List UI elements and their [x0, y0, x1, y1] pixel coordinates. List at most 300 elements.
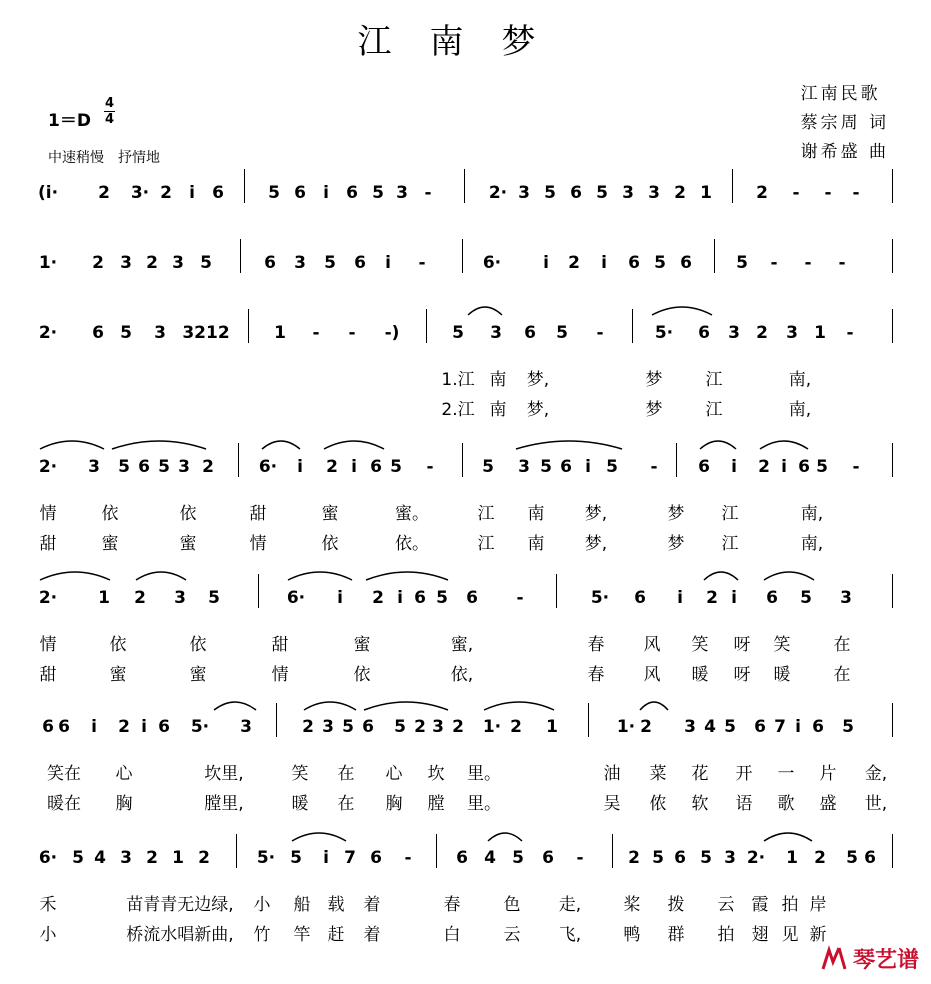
- slur: [364, 702, 448, 710]
- note: i: [141, 717, 147, 737]
- lyric-verse2: 依: [353, 665, 371, 685]
- lyric-verse2: 歌: [777, 794, 795, 814]
- lyric-verse1: 风: [643, 635, 661, 655]
- barline: [436, 834, 437, 868]
- lyric-verse2: 蜜: [101, 534, 119, 554]
- note: 2: [202, 457, 214, 477]
- note: 3: [172, 253, 184, 273]
- note: 6: [524, 323, 536, 343]
- lyric-verse2: 甜: [39, 665, 57, 685]
- note: 2: [628, 848, 640, 868]
- note: 6: [212, 183, 224, 203]
- note: 5: [596, 183, 608, 203]
- lyric-verse2: 依,: [450, 665, 474, 685]
- note: 5: [724, 717, 736, 737]
- note: 6: [354, 253, 366, 273]
- note: -: [770, 253, 778, 273]
- lyric-verse2: 鸭: [623, 925, 641, 945]
- lyric-verse2: 蜜: [109, 665, 127, 685]
- lyric-verse1: 禾: [39, 895, 57, 915]
- lyric-verse2: 小: [39, 925, 57, 945]
- lyric-verse1: 拍: [781, 895, 799, 915]
- note: 3: [174, 588, 186, 608]
- note: 1: [172, 848, 184, 868]
- lyric-verse1: 开: [735, 764, 753, 784]
- note: -: [824, 183, 832, 203]
- note: -: [846, 323, 854, 343]
- lyric-verse2: 群: [667, 925, 685, 945]
- slur: [262, 441, 300, 449]
- note: 2: [674, 183, 686, 203]
- lyric-verse1: 甜: [249, 504, 267, 524]
- note: 6: [264, 253, 276, 273]
- note: 6·: [258, 457, 278, 477]
- note: 5: [556, 323, 568, 343]
- note: 1: [786, 848, 798, 868]
- note: 2: [568, 253, 580, 273]
- note: 1: [98, 588, 110, 608]
- note: 3: [786, 323, 798, 343]
- lyric-verse1: 甜: [271, 635, 289, 655]
- lyric-verse2: 暖: [691, 665, 709, 685]
- note: i: [189, 183, 195, 203]
- barline: [236, 834, 237, 868]
- lyric-verse2: 软: [691, 794, 709, 814]
- lyric-verse1: 南: [527, 504, 545, 524]
- lyric-verse2: 飞,: [558, 925, 582, 945]
- lyric-verse1: 桨: [623, 895, 641, 915]
- note: 3: [648, 183, 660, 203]
- lyric-verse2: 呀: [733, 665, 751, 685]
- note: 4: [484, 848, 496, 868]
- slur: [292, 833, 346, 841]
- note: 7: [774, 717, 786, 737]
- lyric-verse1: 依: [179, 504, 197, 524]
- note: i: [585, 457, 591, 477]
- credit-composer: 谢希盛 曲: [800, 142, 889, 162]
- lyric-verse2: 赶: [327, 925, 345, 945]
- note: 2: [198, 848, 210, 868]
- lyric-verse1: 江: [477, 504, 495, 524]
- lyric-verse2: 暖在: [47, 794, 81, 814]
- lyric-verse1: 依: [101, 504, 119, 524]
- note: 5: [436, 588, 448, 608]
- barline: [464, 169, 465, 203]
- lyric-verse1: 心: [385, 764, 403, 784]
- note: 3: [490, 323, 502, 343]
- note: 5: [540, 457, 552, 477]
- note: 2: [302, 717, 314, 737]
- note: 2: [146, 253, 158, 273]
- note: 6: [58, 717, 70, 737]
- note: 6: [680, 253, 692, 273]
- lyric-verse1: 在: [833, 635, 851, 655]
- note: 5: [842, 717, 854, 737]
- lyric-verse1: 载: [327, 895, 345, 915]
- note: 6: [42, 717, 54, 737]
- note: 5: [372, 183, 384, 203]
- lyric-verse1: 色: [503, 895, 521, 915]
- note: 2·: [488, 183, 508, 203]
- lyric-verse1: 在: [337, 764, 355, 784]
- note: -): [384, 323, 400, 343]
- barline: [588, 703, 589, 737]
- note: -: [404, 848, 412, 868]
- lyric-verse2: 膛: [427, 794, 445, 814]
- slur: [516, 441, 622, 449]
- note: 2: [92, 253, 104, 273]
- lyric-verse1: 花: [691, 764, 709, 784]
- note: 5: [268, 183, 280, 203]
- lyric-verse1: 江: [705, 370, 723, 390]
- note: 6: [158, 717, 170, 737]
- lyric-verse1: 油: [603, 764, 621, 784]
- note: 6: [346, 183, 358, 203]
- lyric-verse2: 梦: [645, 400, 663, 420]
- note: -: [596, 323, 604, 343]
- lyric-verse2: 世,: [864, 794, 888, 814]
- note: 3: [294, 253, 306, 273]
- lyric-verse1: 船: [293, 895, 311, 915]
- slur: [40, 441, 104, 449]
- lyric-verse2: 吴: [603, 794, 621, 814]
- note: -: [650, 457, 658, 477]
- lyric-verse1: 南,: [788, 370, 812, 390]
- barline: [238, 443, 239, 477]
- barline: [676, 443, 677, 477]
- note: 6·: [286, 588, 306, 608]
- note: i: [297, 457, 303, 477]
- barline: [892, 703, 893, 737]
- credit-origin: 江南民歌: [800, 84, 881, 104]
- note: i: [677, 588, 683, 608]
- note: 6: [370, 457, 382, 477]
- lyric-verse1: 菜: [649, 764, 667, 784]
- key-signature: 1＝D: [48, 111, 91, 131]
- note: 5: [200, 253, 212, 273]
- note: 5: [342, 717, 354, 737]
- note: 3212: [182, 323, 230, 343]
- note: 1: [274, 323, 286, 343]
- lyric-verse1: 情: [39, 635, 57, 655]
- lyric-verse1: 呀: [733, 635, 751, 655]
- note: 3: [724, 848, 736, 868]
- lyric-verse2: 语: [735, 794, 753, 814]
- note: 6: [698, 323, 710, 343]
- lyric-verse2: 新: [809, 925, 827, 945]
- note: 6: [798, 457, 810, 477]
- note: 3: [120, 253, 132, 273]
- note: 6: [560, 457, 572, 477]
- note: -: [852, 457, 860, 477]
- note: 3: [840, 588, 852, 608]
- lyric-verse1: 蜜。: [395, 504, 429, 524]
- barline: [462, 443, 463, 477]
- note: 5: [324, 253, 336, 273]
- lyric-verse1: 情: [39, 504, 57, 524]
- note: i: [323, 848, 329, 868]
- note: -: [792, 183, 800, 203]
- note: 5: [652, 848, 664, 868]
- note: 3: [240, 717, 252, 737]
- note: 2·: [38, 457, 58, 477]
- note: 6: [570, 183, 582, 203]
- slur: [304, 702, 356, 710]
- note: 1·: [38, 253, 58, 273]
- lyric-verse2: 侬: [649, 794, 667, 814]
- lyric-verse1: 梦,: [526, 370, 550, 390]
- note: 1: [814, 323, 826, 343]
- lyric-verse1: 蜜: [321, 504, 339, 524]
- note: 1: [546, 717, 558, 737]
- note: 2: [452, 717, 464, 737]
- lyric-verse2: 竹: [253, 925, 271, 945]
- note: 6: [766, 588, 778, 608]
- barline: [892, 239, 893, 273]
- barline: [892, 574, 893, 608]
- note: 3: [322, 717, 334, 737]
- lyric-verse1: 拨: [667, 895, 685, 915]
- note: 2: [326, 457, 338, 477]
- note: 6·: [38, 848, 58, 868]
- lyric-verse2: 胸: [115, 794, 133, 814]
- lyric-verse2: 江: [477, 534, 495, 554]
- barline: [462, 239, 463, 273]
- lyric-verse1: 江: [721, 504, 739, 524]
- note: 6: [674, 848, 686, 868]
- slur: [652, 307, 712, 315]
- note: i: [397, 588, 403, 608]
- lyric-verse2: 甜: [39, 534, 57, 554]
- note: i: [323, 183, 329, 203]
- barline: [714, 239, 715, 273]
- lyric-verse2: 暖: [773, 665, 791, 685]
- lyric-verse2: 南: [489, 400, 507, 420]
- note: 5: [394, 717, 406, 737]
- note: 2: [814, 848, 826, 868]
- note: i: [385, 253, 391, 273]
- note: -: [804, 253, 812, 273]
- barline: [892, 169, 893, 203]
- note: 3: [88, 457, 100, 477]
- note: 5: [118, 457, 130, 477]
- lyric-verse1: 一: [777, 764, 795, 784]
- lyric-verse2: 拍: [717, 925, 735, 945]
- note: -: [424, 183, 432, 203]
- note: 2: [756, 323, 768, 343]
- slur: [484, 702, 554, 710]
- song-title: 江南梦: [357, 22, 574, 62]
- note: 5: [700, 848, 712, 868]
- lyric-verse1: 梦,: [584, 504, 608, 524]
- note: 3: [728, 323, 740, 343]
- note: 3: [120, 848, 132, 868]
- lyric-verse1: 云: [717, 895, 735, 915]
- lyric-verse2: 里。: [467, 794, 501, 814]
- time-sig-top: 4: [104, 96, 115, 111]
- note: 6: [628, 253, 640, 273]
- note: i: [795, 717, 801, 737]
- lyric-verse1: 坎里,: [204, 764, 244, 784]
- lyric-verse2: 依: [321, 534, 339, 554]
- lyric-verse2: 南,: [800, 534, 824, 554]
- slur: [640, 702, 668, 710]
- note: -: [852, 183, 860, 203]
- note: 6: [698, 457, 710, 477]
- watermark: [819, 943, 919, 974]
- lyric-verse1: 走,: [558, 895, 582, 915]
- lyric-verse2: 桥流水唱新曲,: [126, 925, 234, 945]
- barline: [276, 703, 277, 737]
- time-signature: [104, 97, 115, 126]
- lyric-verse1: 笑: [773, 635, 791, 655]
- note: -: [418, 253, 426, 273]
- note: 5: [452, 323, 464, 343]
- note: 6: [370, 848, 382, 868]
- lyric-verse2: 膛里,: [204, 794, 244, 814]
- lyric-verse1: 依: [189, 635, 207, 655]
- music-note-logo-icon: [819, 944, 849, 974]
- note: 3: [622, 183, 634, 203]
- note: 2: [414, 717, 426, 737]
- barline: [892, 443, 893, 477]
- note: i: [731, 588, 737, 608]
- lyric-verse1: 南,: [800, 504, 824, 524]
- lyric-verse1: 春: [443, 895, 461, 915]
- lyric-verse2: 云: [503, 925, 521, 945]
- slur: [40, 572, 110, 580]
- lyric-verse2: 情: [249, 534, 267, 554]
- lyric-verse1: 笑: [691, 635, 709, 655]
- slur: [764, 833, 812, 841]
- note: 6: [754, 717, 766, 737]
- slur: [704, 572, 738, 580]
- note: -: [312, 323, 320, 343]
- note: 6: [466, 588, 478, 608]
- lyric-verse2: 春: [587, 665, 605, 685]
- note: 7: [344, 848, 356, 868]
- note: 2·: [746, 848, 766, 868]
- note: 2: [640, 717, 652, 737]
- lyric-verse2: 2.江: [441, 400, 475, 420]
- note: 6: [362, 717, 374, 737]
- lyric-verse2: 南,: [788, 400, 812, 420]
- lyric-verse1: 小: [253, 895, 271, 915]
- lyric-verse2: 蜜: [189, 665, 207, 685]
- note: 6: [92, 323, 104, 343]
- note: 6: [414, 588, 426, 608]
- note: (i·: [37, 183, 59, 203]
- credits: [801, 80, 889, 167]
- lyric-verse1: 片: [819, 764, 837, 784]
- note: 4: [94, 848, 106, 868]
- lyric-verse1: 蜜: [353, 635, 371, 655]
- lyric-verse1: 1.江: [441, 370, 475, 390]
- lyric-verse2: 在: [833, 665, 851, 685]
- lyric-verse1: 南: [489, 370, 507, 390]
- note: 6·: [482, 253, 502, 273]
- tempo-marking: 中速稍慢 抒情地: [48, 150, 160, 166]
- note: i: [781, 457, 787, 477]
- note: -: [426, 457, 434, 477]
- note: 2·: [38, 588, 58, 608]
- lyric-verse2: 盛: [819, 794, 837, 814]
- lyric-verse2: 着: [363, 925, 381, 945]
- note: 6: [542, 848, 554, 868]
- note: 5: [606, 457, 618, 477]
- note: i: [543, 253, 549, 273]
- note: 2: [510, 717, 522, 737]
- note: i: [337, 588, 343, 608]
- note: 5: [208, 588, 220, 608]
- note: i: [601, 253, 607, 273]
- slur: [488, 833, 522, 841]
- barline: [892, 834, 893, 868]
- note: 5·: [590, 588, 610, 608]
- note: 5: [158, 457, 170, 477]
- slur: [366, 572, 448, 580]
- note: 2: [118, 717, 130, 737]
- note: 3: [684, 717, 696, 737]
- slur: [288, 572, 352, 580]
- note: -: [348, 323, 356, 343]
- lyric-verse2: 江: [721, 534, 739, 554]
- note: 6: [294, 183, 306, 203]
- slur: [468, 307, 502, 315]
- lyric-verse1: 金,: [864, 764, 888, 784]
- note: 5: [290, 848, 302, 868]
- note: 2: [134, 588, 146, 608]
- note: 2: [756, 183, 768, 203]
- lyric-verse2: 梦: [667, 534, 685, 554]
- lyric-verse2: 南: [527, 534, 545, 554]
- note: 3: [518, 457, 530, 477]
- lyric-verse1: 里。: [467, 764, 501, 784]
- note: 6: [812, 717, 824, 737]
- lyric-verse1: 依: [109, 635, 127, 655]
- note: 3: [518, 183, 530, 203]
- lyric-verse1: 苗青青无边绿,: [126, 895, 234, 915]
- note: 3: [178, 457, 190, 477]
- note: 6: [456, 848, 468, 868]
- slur: [760, 441, 808, 449]
- barline: [732, 169, 733, 203]
- barline: [556, 574, 557, 608]
- time-sig-bottom: 4: [104, 112, 115, 127]
- note: 3: [396, 183, 408, 203]
- note: i: [351, 457, 357, 477]
- lyric-verse2: 竿: [293, 925, 311, 945]
- lyric-verse2: 风: [643, 665, 661, 685]
- note: 5·: [654, 323, 674, 343]
- note: 2: [146, 848, 158, 868]
- note: 6: [138, 457, 150, 477]
- note: 5: [816, 457, 828, 477]
- note: 2·: [38, 323, 58, 343]
- note: 1: [700, 183, 712, 203]
- barline: [244, 169, 245, 203]
- lyric-verse1: 笑: [291, 764, 309, 784]
- lyric-verse1: 坎: [427, 764, 445, 784]
- lyric-verse1: 梦: [667, 504, 685, 524]
- lyric-verse2: 在: [337, 794, 355, 814]
- lyric-verse1: 春: [587, 635, 605, 655]
- note: 5·: [256, 848, 276, 868]
- lyric-verse1: 霞: [751, 895, 769, 915]
- lyric-verse2: 依。: [395, 534, 429, 554]
- note: 3: [432, 717, 444, 737]
- note: -: [838, 253, 846, 273]
